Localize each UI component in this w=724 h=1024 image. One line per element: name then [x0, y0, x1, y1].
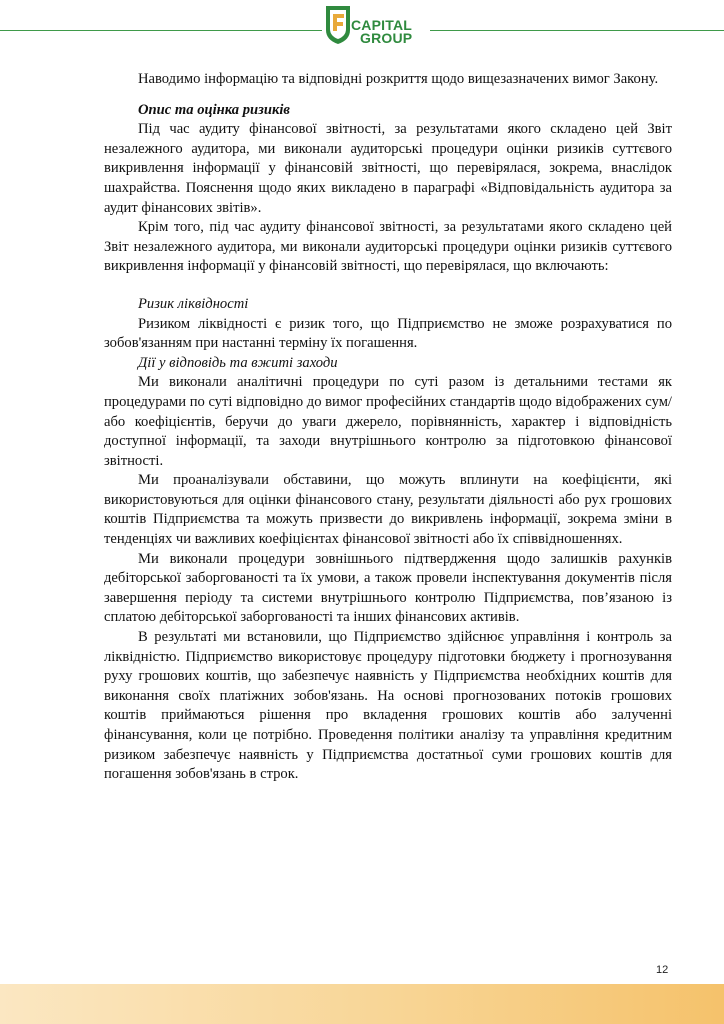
document-body [104, 70, 672, 785]
body-paragraph: Ризиком ліквідності є ризик того, що Підприємство не зможе розрахуватися по зобов'язанням при настанні терміну їх погашення. [104, 315, 672, 352]
capital-group-logo [324, 4, 428, 46]
logo-shield-icon [324, 4, 352, 46]
risk-assessment-heading: Опис та оцінка ризиків [138, 101, 290, 118]
body-paragraph: Крім того, під час аудиту фінансової звітності, за результатами якого складено цей Звіт незалежного аудитора, ми виконали аудиторські процедури оцінки ризиків суттєвого викривлення інформації у фінансовій звітності, що перевірялася, що включають: [104, 219, 672, 275]
response-actions-heading: Дії у відповідь та вжиті заходи [138, 354, 338, 371]
logo-text-capital: CAPITAL [351, 17, 413, 33]
body-paragraph: Ми виконали процедури зовнішнього підтвердження щодо залишків рахунків дебіторської заборгованості та їх умови, а також провели інспектування документів після завершення періоду та системи внутрішнього контролю Підприємства, пов’язаною із сплатою дебіторської заборгованості та інших фінансових активів. [104, 550, 672, 626]
page-number: 12 [656, 964, 669, 976]
logo-text-group: GROUP [360, 30, 413, 46]
page-header [0, 0, 724, 50]
header-rule-right [430, 30, 724, 31]
body-paragraph: Ми проаналізували обставини, що можуть вплинути на коефіцієнти, які використовуються для оцінки фінансового стану, результати діяльності або рух грошових коштів Підприємства та можуть призвести до викривлень інформації, зокрема зміни в тенденціях чи важливих коефіцієнтах фінансової звітності або їх співвідношеннях. [104, 472, 672, 548]
liquidity-risk-heading: Ризик ліквідності [138, 295, 249, 312]
body-paragraph: В результаті ми встановили, що Підприємство здійснює управління і контроль за ліквідністю. Підприємство використовує процедуру підготовки бюджету і прогнозування руху грошових коштів, що забезпечує наявність у Підприємства необхідних коштів для виконання своїх платіжних зобов'язань. На основі прогнозованих потоків грошових коштів приймаються рішення про вкладення грошових коштів або залученні фінансування, коли це потрібно. Проведення політики аналізу та управління кредитним ризиком забезпечує наявність у Підприємства достатньої суми грошових коштів для погашення зобов'язань в строк. [104, 629, 672, 783]
footer-band [0, 984, 724, 1024]
body-paragraph: Ми виконали аналітичні процедури по суті разом із детальними тестами як процедурами по суті відповідно до вимог професійних стандартів щодо відображених сум/або коефіцієнтів, беручи до уваги джерело, порівнянність, характер і відповідність доступної інформації, та заходи внутрішнього контролю за підготовкою фінансової звітності. [104, 374, 672, 469]
intro-paragraph: Наводимо інформацію та відповідні розкриття щодо вищезазначених вимог Закону. [138, 71, 659, 87]
header-rule-left [0, 30, 322, 31]
body-paragraph: Під час аудиту фінансової звітності, за результатами якого складено цей Звіт незалежного аудитора, ми виконали аудиторські процедури оцінки ризиків суттєвого викривлення інформації у фінансовій звітності, що перевірялася, зокрема, внаслідок шахрайства. Пояснення щодо яких викладено в параграфі «Відповідальність аудитора за аудит фінансових звітів». [104, 121, 672, 216]
